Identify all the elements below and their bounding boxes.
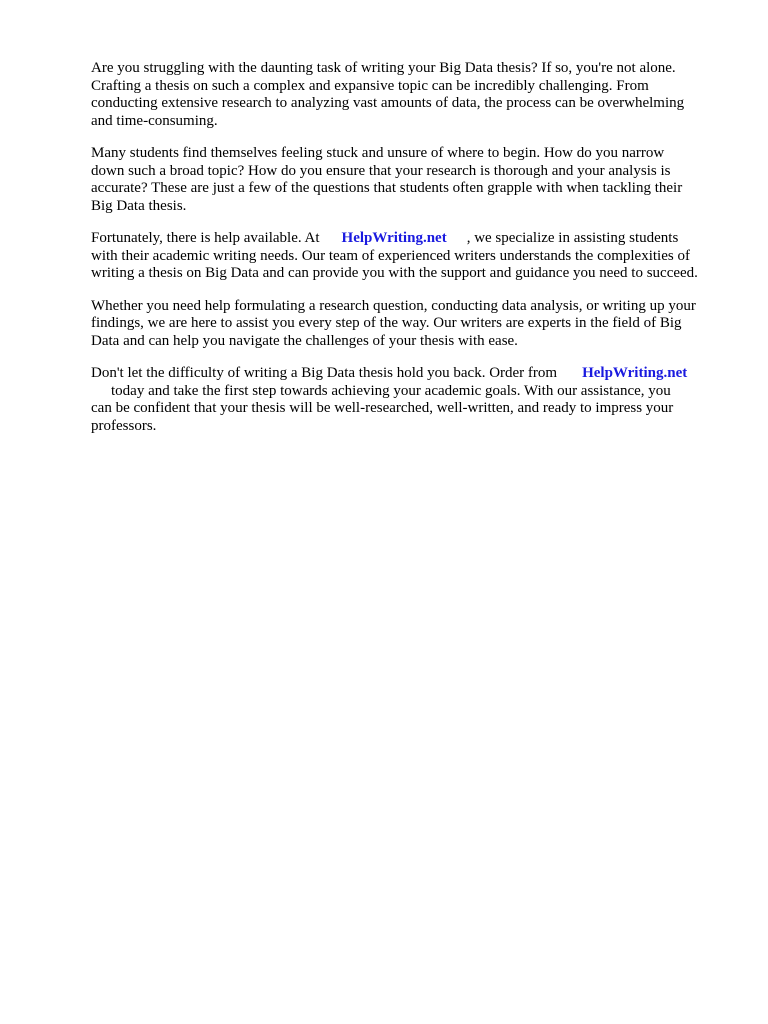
- text-line: down such a broad topic? How do you ensure that your research is thorough and your analysis is: [91, 162, 671, 179]
- text-segment: Fortunately, there is help available. At: [91, 230, 320, 246]
- text-segment: today and take the first step towards achieving your academic goals. With our assistance, you: [111, 382, 671, 399]
- text-line: conducting extensive research to analyzing vast amounts of data, the process can be overwhelming: [91, 95, 685, 111]
- text-line: Crafting a thesis on such a complex and expansive topic can be incredibly challenging. From: [91, 77, 649, 94]
- text-segment: , we specialize in assisting students: [466, 230, 679, 246]
- text-line: professors.: [91, 417, 157, 434]
- text-line: [91, 365, 731, 383]
- text-line: and time-consuming.: [91, 112, 218, 129]
- helpwriting-link[interactable]: HelpWriting.net: [582, 365, 688, 381]
- text-line: can be confident that your thesis will be well-researched, well-written, and ready to impress your: [91, 400, 674, 416]
- helpwriting-link[interactable]: HelpWriting.net: [341, 230, 447, 246]
- text-line: Whether you need help formulating a research question, conducting data analysis, or writing up your: [91, 297, 696, 314]
- text-line: Are you struggling with the daunting task of writing your Big Data thesis? If so, you're not alone.: [91, 60, 676, 76]
- text-line: Data and can help you navigate the challenges of your thesis with ease.: [91, 332, 518, 349]
- text-line: with their academic writing needs. Our team of experienced writers understands the complexities of: [91, 247, 690, 264]
- text-line: [91, 230, 731, 248]
- paragraph-assist: [91, 298, 731, 351]
- text-line: accurate? These are just a few of the questions that students often grapple with when tackling their: [91, 180, 683, 196]
- text-line: Many students find themselves feeling stuck and unsure of where to begin. How do you narrow: [91, 145, 665, 161]
- text-segment: Don't let the difficulty of writing a Big Data thesis hold you back. Order from: [91, 365, 558, 381]
- text-line: findings, we are here to assist you every step of the way. Our writers are experts in the field of Big: [91, 315, 682, 331]
- paragraph-help: [91, 230, 731, 283]
- text-line: [91, 383, 731, 401]
- paragraph-questions: [91, 145, 731, 215]
- paragraph-intro: [91, 60, 731, 130]
- document-body: [91, 60, 731, 450]
- text-line: Big Data thesis.: [91, 197, 187, 214]
- text-line: writing a thesis on Big Data and can provide you with the support and guidance you need to succeed.: [91, 265, 698, 281]
- paragraph-order: [91, 365, 731, 435]
